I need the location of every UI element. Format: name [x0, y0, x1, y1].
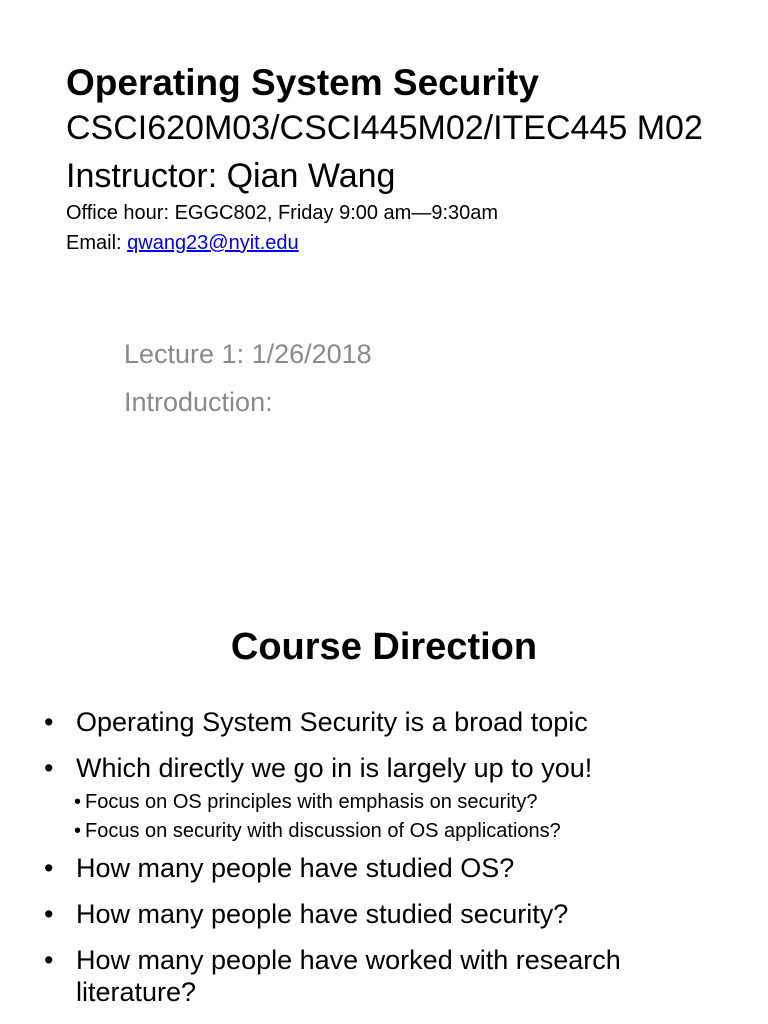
sub-bullet-item [74, 788, 744, 817]
bullet-text: Operating System Security is a broad topic [76, 707, 588, 737]
course-title: Operating System Security [66, 62, 539, 103]
lecture-date: Lecture 1: 1/26/2018 [124, 339, 372, 369]
sub-bullet-list [44, 788, 744, 846]
sub-bullet-text: Focus on security with discussion of OS applications? [85, 820, 561, 842]
sub-bullet-group [44, 788, 744, 846]
bullet-dot: • [44, 853, 54, 883]
sub-bullet-item [74, 817, 744, 846]
bullet-item [44, 752, 744, 784]
sub-bullet-dot: • [74, 820, 82, 842]
bullet-text: How many people have worked with research literature? [76, 945, 621, 1007]
lecture-topic: Introduction: [124, 387, 273, 417]
office-hour: Office hour: EGGC802, Friday 9:00 am—9:30am [66, 202, 499, 224]
sub-bullet-dot: • [74, 791, 82, 813]
bullet-text: How many people have studied security? [76, 899, 569, 929]
section-heading: Course Direction [230, 626, 538, 668]
bullet-dot: • [44, 707, 54, 737]
sub-bullet-text: Focus on OS principles with emphasis on security? [85, 791, 538, 813]
bullet-dot: • [44, 899, 54, 929]
email-label: Email: [66, 232, 128, 254]
bullet-text: Which directly we go in is largely up to you! [76, 753, 593, 783]
bullet-dot: • [44, 945, 54, 975]
bullet-item [44, 898, 744, 930]
bullet-item [44, 706, 744, 738]
bullet-list [44, 706, 744, 1022]
instructor-name: Instructor: Qian Wang [66, 157, 396, 195]
title-block [66, 58, 746, 258]
course-codes: CSCI620M03/CSCI445M02/ITEC445 M02 [66, 109, 703, 147]
bullet-text: How many people have studied OS? [76, 853, 515, 883]
slide-course-direction [0, 576, 768, 1024]
email-link[interactable]: qwang23@nyit.edu [127, 232, 299, 254]
email-line [66, 228, 746, 258]
bullet-dot: • [44, 753, 54, 783]
bullet-item [44, 852, 744, 884]
bullet-item [44, 944, 744, 1008]
subtitle-block [124, 330, 372, 426]
